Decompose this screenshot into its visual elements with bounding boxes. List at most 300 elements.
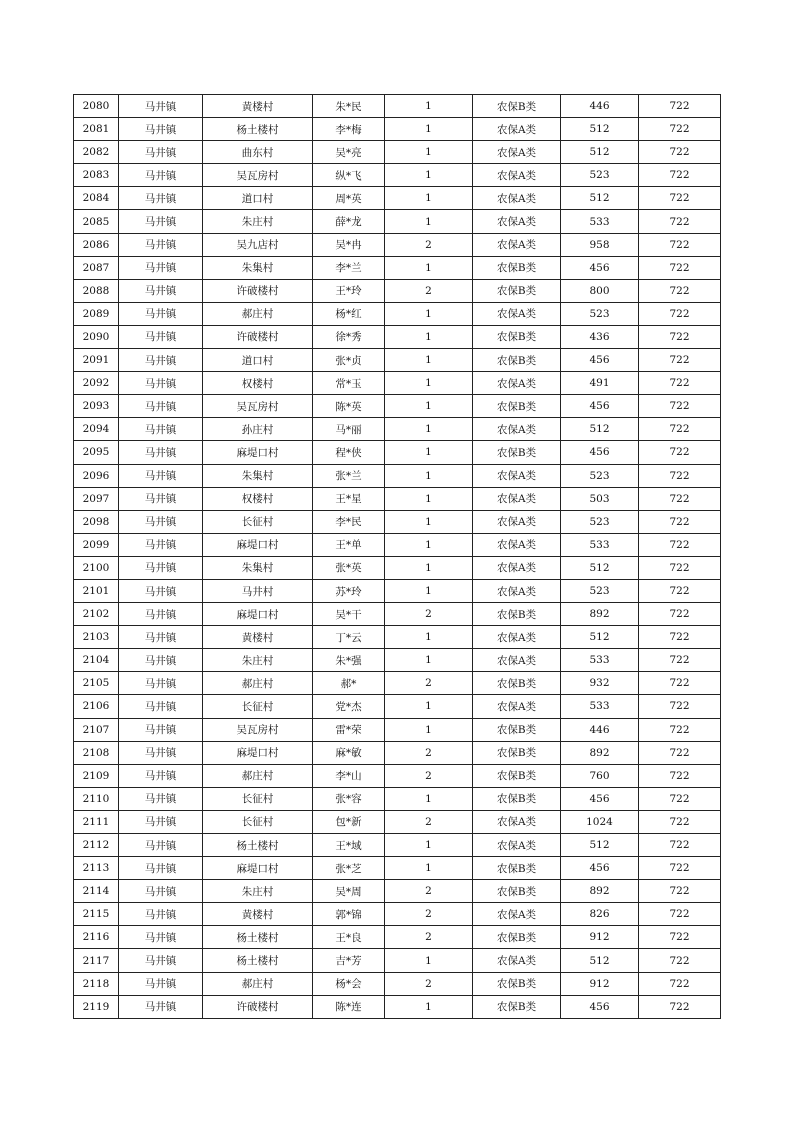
town-cell: 马井镇 (119, 141, 203, 164)
amount-cell: 826 (561, 903, 639, 926)
village-cell: 朱集村 (203, 464, 313, 487)
table-row (74, 672, 721, 695)
standard-cell: 722 (639, 487, 721, 510)
town-cell: 马井镇 (119, 418, 203, 441)
village-cell: 马井村 (203, 579, 313, 602)
category-cell: 农保B类 (473, 926, 561, 949)
serial-no-cell: 2107 (74, 718, 119, 741)
village-cell: 长征村 (203, 810, 313, 833)
household-size-cell: 2 (385, 903, 473, 926)
name-cell: 李*兰 (313, 256, 385, 279)
serial-no-cell: 2092 (74, 372, 119, 395)
name-cell: 纵*飞 (313, 164, 385, 187)
table-row (74, 787, 721, 810)
household-size-cell: 2 (385, 764, 473, 787)
village-cell: 杨土楼村 (203, 118, 313, 141)
table-row (74, 187, 721, 210)
standard-cell: 722 (639, 764, 721, 787)
amount-cell: 523 (561, 510, 639, 533)
name-cell: 程*侠 (313, 441, 385, 464)
standard-cell: 722 (639, 210, 721, 233)
serial-no-cell: 2119 (74, 995, 119, 1018)
name-cell: 吴*周 (313, 880, 385, 903)
amount-cell: 892 (561, 741, 639, 764)
amount-cell: 523 (561, 464, 639, 487)
name-cell: 党*杰 (313, 695, 385, 718)
standard-cell: 722 (639, 141, 721, 164)
amount-cell: 512 (561, 418, 639, 441)
category-cell: 农保A类 (473, 649, 561, 672)
table-row (74, 579, 721, 602)
household-size-cell: 1 (385, 464, 473, 487)
standard-cell: 722 (639, 233, 721, 256)
household-size-cell: 1 (385, 556, 473, 579)
category-cell: 农保A类 (473, 372, 561, 395)
serial-no-cell: 2093 (74, 395, 119, 418)
table-row (74, 972, 721, 995)
table-row (74, 949, 721, 972)
town-cell: 马井镇 (119, 695, 203, 718)
town-cell: 马井镇 (119, 880, 203, 903)
town-cell: 马井镇 (119, 395, 203, 418)
amount-cell: 446 (561, 95, 639, 118)
standard-cell: 722 (639, 441, 721, 464)
standard-cell: 722 (639, 118, 721, 141)
name-cell: 李*民 (313, 510, 385, 533)
household-size-cell: 1 (385, 695, 473, 718)
town-cell: 马井镇 (119, 764, 203, 787)
category-cell: 农保B类 (473, 972, 561, 995)
serial-no-cell: 2094 (74, 418, 119, 441)
household-size-cell: 1 (385, 372, 473, 395)
serial-no-cell: 2116 (74, 926, 119, 949)
standard-cell: 722 (639, 256, 721, 279)
amount-cell: 436 (561, 325, 639, 348)
amount-cell: 512 (561, 834, 639, 857)
household-size-cell: 1 (385, 325, 473, 348)
table-row (74, 441, 721, 464)
name-cell: 徐*秀 (313, 325, 385, 348)
household-size-cell: 1 (385, 649, 473, 672)
serial-no-cell: 2117 (74, 949, 119, 972)
category-cell: 农保B类 (473, 741, 561, 764)
village-cell: 权楼村 (203, 487, 313, 510)
amount-cell: 456 (561, 441, 639, 464)
table-row (74, 464, 721, 487)
household-size-cell: 1 (385, 395, 473, 418)
household-size-cell: 1 (385, 441, 473, 464)
table-row (74, 741, 721, 764)
table-row (74, 603, 721, 626)
serial-no-cell: 2097 (74, 487, 119, 510)
serial-no-cell: 2082 (74, 141, 119, 164)
household-size-cell: 1 (385, 141, 473, 164)
category-cell: 农保B类 (473, 995, 561, 1018)
town-cell: 马井镇 (119, 718, 203, 741)
amount-cell: 456 (561, 256, 639, 279)
village-cell: 孙庄村 (203, 418, 313, 441)
standard-cell: 722 (639, 949, 721, 972)
household-size-cell: 1 (385, 164, 473, 187)
name-cell: 张*贞 (313, 349, 385, 372)
town-cell: 马井镇 (119, 210, 203, 233)
amount-cell: 512 (561, 949, 639, 972)
standard-cell: 722 (639, 510, 721, 533)
standard-cell: 722 (639, 972, 721, 995)
table-row (74, 995, 721, 1018)
category-cell: 农保A类 (473, 810, 561, 833)
table-row (74, 279, 721, 302)
table-row (74, 372, 721, 395)
household-size-cell: 1 (385, 418, 473, 441)
town-cell: 马井镇 (119, 95, 203, 118)
village-cell: 许破楼村 (203, 325, 313, 348)
amount-cell: 512 (561, 626, 639, 649)
category-cell: 农保B类 (473, 764, 561, 787)
standard-cell: 722 (639, 95, 721, 118)
household-size-cell: 1 (385, 210, 473, 233)
name-cell: 张*兰 (313, 464, 385, 487)
category-cell: 农保B类 (473, 603, 561, 626)
category-cell: 农保A类 (473, 233, 561, 256)
name-cell: 雷*荣 (313, 718, 385, 741)
standard-cell: 722 (639, 533, 721, 556)
amount-cell: 958 (561, 233, 639, 256)
category-cell: 农保B类 (473, 441, 561, 464)
serial-no-cell: 2114 (74, 880, 119, 903)
table-row (74, 903, 721, 926)
category-cell: 农保B类 (473, 279, 561, 302)
town-cell: 马井镇 (119, 834, 203, 857)
category-cell: 农保A类 (473, 556, 561, 579)
village-cell: 朱庄村 (203, 210, 313, 233)
standard-cell: 722 (639, 649, 721, 672)
town-cell: 马井镇 (119, 349, 203, 372)
town-cell: 马井镇 (119, 118, 203, 141)
town-cell: 马井镇 (119, 441, 203, 464)
standard-cell: 722 (639, 164, 721, 187)
name-cell: 杨*红 (313, 302, 385, 325)
name-cell: 郝* (313, 672, 385, 695)
category-cell: 农保B类 (473, 857, 561, 880)
table-row (74, 164, 721, 187)
village-cell: 麻堤口村 (203, 603, 313, 626)
amount-cell: 503 (561, 487, 639, 510)
town-cell: 马井镇 (119, 372, 203, 395)
serial-no-cell: 2091 (74, 349, 119, 372)
serial-no-cell: 2115 (74, 903, 119, 926)
household-size-cell: 2 (385, 741, 473, 764)
village-cell: 曲东村 (203, 141, 313, 164)
name-cell: 陈*英 (313, 395, 385, 418)
table-row (74, 325, 721, 348)
name-cell: 张*容 (313, 787, 385, 810)
name-cell: 常*玉 (313, 372, 385, 395)
standard-cell: 722 (639, 418, 721, 441)
town-cell: 马井镇 (119, 302, 203, 325)
village-cell: 黄楼村 (203, 95, 313, 118)
category-cell: 农保B类 (473, 256, 561, 279)
serial-no-cell: 2083 (74, 164, 119, 187)
name-cell: 张*芝 (313, 857, 385, 880)
serial-no-cell: 2108 (74, 741, 119, 764)
table-row (74, 718, 721, 741)
name-cell: 苏*玲 (313, 579, 385, 602)
category-cell: 农保A类 (473, 533, 561, 556)
name-cell: 包*新 (313, 810, 385, 833)
serial-no-cell: 2106 (74, 695, 119, 718)
table-row (74, 834, 721, 857)
serial-no-cell: 2113 (74, 857, 119, 880)
serial-no-cell: 2096 (74, 464, 119, 487)
name-cell: 王*玲 (313, 279, 385, 302)
amount-cell: 446 (561, 718, 639, 741)
category-cell: 农保A类 (473, 418, 561, 441)
category-cell: 农保A类 (473, 834, 561, 857)
household-size-cell: 1 (385, 118, 473, 141)
standard-cell: 722 (639, 672, 721, 695)
serial-no-cell: 2118 (74, 972, 119, 995)
name-cell: 王*单 (313, 533, 385, 556)
category-cell: 农保B类 (473, 349, 561, 372)
name-cell: 李*山 (313, 764, 385, 787)
standard-cell: 722 (639, 903, 721, 926)
table-row (74, 487, 721, 510)
standard-cell: 722 (639, 349, 721, 372)
name-cell: 陈*连 (313, 995, 385, 1018)
standard-cell: 722 (639, 279, 721, 302)
household-size-cell: 1 (385, 834, 473, 857)
table-row (74, 880, 721, 903)
amount-cell: 932 (561, 672, 639, 695)
category-cell: 农保A类 (473, 141, 561, 164)
town-cell: 马井镇 (119, 464, 203, 487)
household-size-cell: 1 (385, 302, 473, 325)
village-cell: 权楼村 (203, 372, 313, 395)
name-cell: 薛*龙 (313, 210, 385, 233)
town-cell: 马井镇 (119, 810, 203, 833)
village-cell: 吴九店村 (203, 233, 313, 256)
category-cell: 农保A类 (473, 695, 561, 718)
household-size-cell: 1 (385, 95, 473, 118)
village-cell: 郝庄村 (203, 972, 313, 995)
village-cell: 杨土楼村 (203, 949, 313, 972)
town-cell: 马井镇 (119, 857, 203, 880)
category-cell: 农保B类 (473, 395, 561, 418)
village-cell: 长征村 (203, 787, 313, 810)
town-cell: 马井镇 (119, 164, 203, 187)
table-row (74, 210, 721, 233)
town-cell: 马井镇 (119, 972, 203, 995)
name-cell: 吴*冉 (313, 233, 385, 256)
serial-no-cell: 2101 (74, 579, 119, 602)
serial-no-cell: 2104 (74, 649, 119, 672)
standard-cell: 722 (639, 372, 721, 395)
amount-cell: 523 (561, 302, 639, 325)
village-cell: 朱庄村 (203, 880, 313, 903)
town-cell: 马井镇 (119, 279, 203, 302)
standard-cell: 722 (639, 603, 721, 626)
household-size-cell: 2 (385, 233, 473, 256)
name-cell: 张*英 (313, 556, 385, 579)
amount-cell: 533 (561, 695, 639, 718)
household-size-cell: 1 (385, 349, 473, 372)
serial-no-cell: 2081 (74, 118, 119, 141)
village-cell: 黄楼村 (203, 903, 313, 926)
town-cell: 马井镇 (119, 556, 203, 579)
village-cell: 麻堤口村 (203, 857, 313, 880)
table-row (74, 95, 721, 118)
serial-no-cell: 2090 (74, 325, 119, 348)
village-cell: 杨土楼村 (203, 926, 313, 949)
standard-cell: 722 (639, 695, 721, 718)
serial-no-cell: 2111 (74, 810, 119, 833)
standard-cell: 722 (639, 556, 721, 579)
name-cell: 吴*干 (313, 603, 385, 626)
category-cell: 农保A类 (473, 487, 561, 510)
standard-cell: 722 (639, 834, 721, 857)
category-cell: 农保B类 (473, 95, 561, 118)
category-cell: 农保A类 (473, 302, 561, 325)
standard-cell: 722 (639, 579, 721, 602)
amount-cell: 512 (561, 187, 639, 210)
table-row (74, 233, 721, 256)
amount-cell: 800 (561, 279, 639, 302)
standard-cell: 722 (639, 857, 721, 880)
category-cell: 农保A类 (473, 187, 561, 210)
serial-no-cell: 2098 (74, 510, 119, 533)
table-row (74, 626, 721, 649)
amount-cell: 456 (561, 787, 639, 810)
table-row (74, 556, 721, 579)
town-cell: 马井镇 (119, 787, 203, 810)
category-cell: 农保A类 (473, 949, 561, 972)
town-cell: 马井镇 (119, 256, 203, 279)
amount-cell: 491 (561, 372, 639, 395)
category-cell: 农保A类 (473, 210, 561, 233)
name-cell: 李*梅 (313, 118, 385, 141)
amount-cell: 892 (561, 880, 639, 903)
name-cell: 吴*亮 (313, 141, 385, 164)
household-size-cell: 2 (385, 810, 473, 833)
household-size-cell: 1 (385, 949, 473, 972)
standard-cell: 722 (639, 741, 721, 764)
name-cell: 麻*敏 (313, 741, 385, 764)
standard-cell: 722 (639, 995, 721, 1018)
village-cell: 麻堤口村 (203, 741, 313, 764)
standard-cell: 722 (639, 787, 721, 810)
table-row (74, 302, 721, 325)
table-row (74, 418, 721, 441)
table-row (74, 764, 721, 787)
name-cell: 杨*会 (313, 972, 385, 995)
table-row (74, 510, 721, 533)
category-cell: 农保B类 (473, 325, 561, 348)
town-cell: 马井镇 (119, 995, 203, 1018)
town-cell: 马井镇 (119, 510, 203, 533)
serial-no-cell: 2080 (74, 95, 119, 118)
standard-cell: 722 (639, 718, 721, 741)
serial-no-cell: 2085 (74, 210, 119, 233)
village-cell: 郝庄村 (203, 764, 313, 787)
name-cell: 周*英 (313, 187, 385, 210)
household-size-cell: 1 (385, 718, 473, 741)
town-cell: 马井镇 (119, 949, 203, 972)
table-row (74, 695, 721, 718)
table-row (74, 395, 721, 418)
household-size-cell: 1 (385, 787, 473, 810)
table-row (74, 810, 721, 833)
standard-cell: 722 (639, 880, 721, 903)
name-cell: 郭*锦 (313, 903, 385, 926)
name-cell: 马*丽 (313, 418, 385, 441)
household-size-cell: 1 (385, 187, 473, 210)
village-cell: 许破楼村 (203, 279, 313, 302)
amount-cell: 760 (561, 764, 639, 787)
town-cell: 马井镇 (119, 533, 203, 556)
household-size-cell: 2 (385, 279, 473, 302)
village-cell: 道口村 (203, 349, 313, 372)
amount-cell: 512 (561, 141, 639, 164)
serial-no-cell: 2084 (74, 187, 119, 210)
town-cell: 马井镇 (119, 603, 203, 626)
standard-cell: 722 (639, 325, 721, 348)
name-cell: 吉*芳 (313, 949, 385, 972)
table-row (74, 256, 721, 279)
category-cell: 农保A类 (473, 579, 561, 602)
amount-cell: 892 (561, 603, 639, 626)
standard-cell: 722 (639, 302, 721, 325)
serial-no-cell: 2100 (74, 556, 119, 579)
table-row (74, 926, 721, 949)
serial-no-cell: 2103 (74, 626, 119, 649)
serial-no-cell: 2088 (74, 279, 119, 302)
name-cell: 王*良 (313, 926, 385, 949)
roster-table (73, 94, 721, 1019)
standard-cell: 722 (639, 187, 721, 210)
category-cell: 农保B类 (473, 880, 561, 903)
household-size-cell: 1 (385, 626, 473, 649)
village-cell: 道口村 (203, 187, 313, 210)
household-size-cell: 1 (385, 510, 473, 533)
village-cell: 麻堤口村 (203, 441, 313, 464)
serial-no-cell: 2099 (74, 533, 119, 556)
household-size-cell: 1 (385, 857, 473, 880)
amount-cell: 512 (561, 556, 639, 579)
roster-table-body (74, 95, 721, 1019)
household-size-cell: 1 (385, 533, 473, 556)
serial-no-cell: 2087 (74, 256, 119, 279)
village-cell: 郝庄村 (203, 672, 313, 695)
village-cell: 黄楼村 (203, 626, 313, 649)
town-cell: 马井镇 (119, 325, 203, 348)
category-cell: 农保A类 (473, 510, 561, 533)
serial-no-cell: 2105 (74, 672, 119, 695)
household-size-cell: 2 (385, 603, 473, 626)
category-cell: 农保B类 (473, 672, 561, 695)
household-size-cell: 2 (385, 926, 473, 949)
town-cell: 马井镇 (119, 626, 203, 649)
amount-cell: 512 (561, 118, 639, 141)
town-cell: 马井镇 (119, 903, 203, 926)
village-cell: 长征村 (203, 695, 313, 718)
name-cell: 王*星 (313, 487, 385, 510)
village-cell: 许破楼村 (203, 995, 313, 1018)
amount-cell: 456 (561, 857, 639, 880)
serial-no-cell: 2095 (74, 441, 119, 464)
table-row (74, 141, 721, 164)
town-cell: 马井镇 (119, 741, 203, 764)
